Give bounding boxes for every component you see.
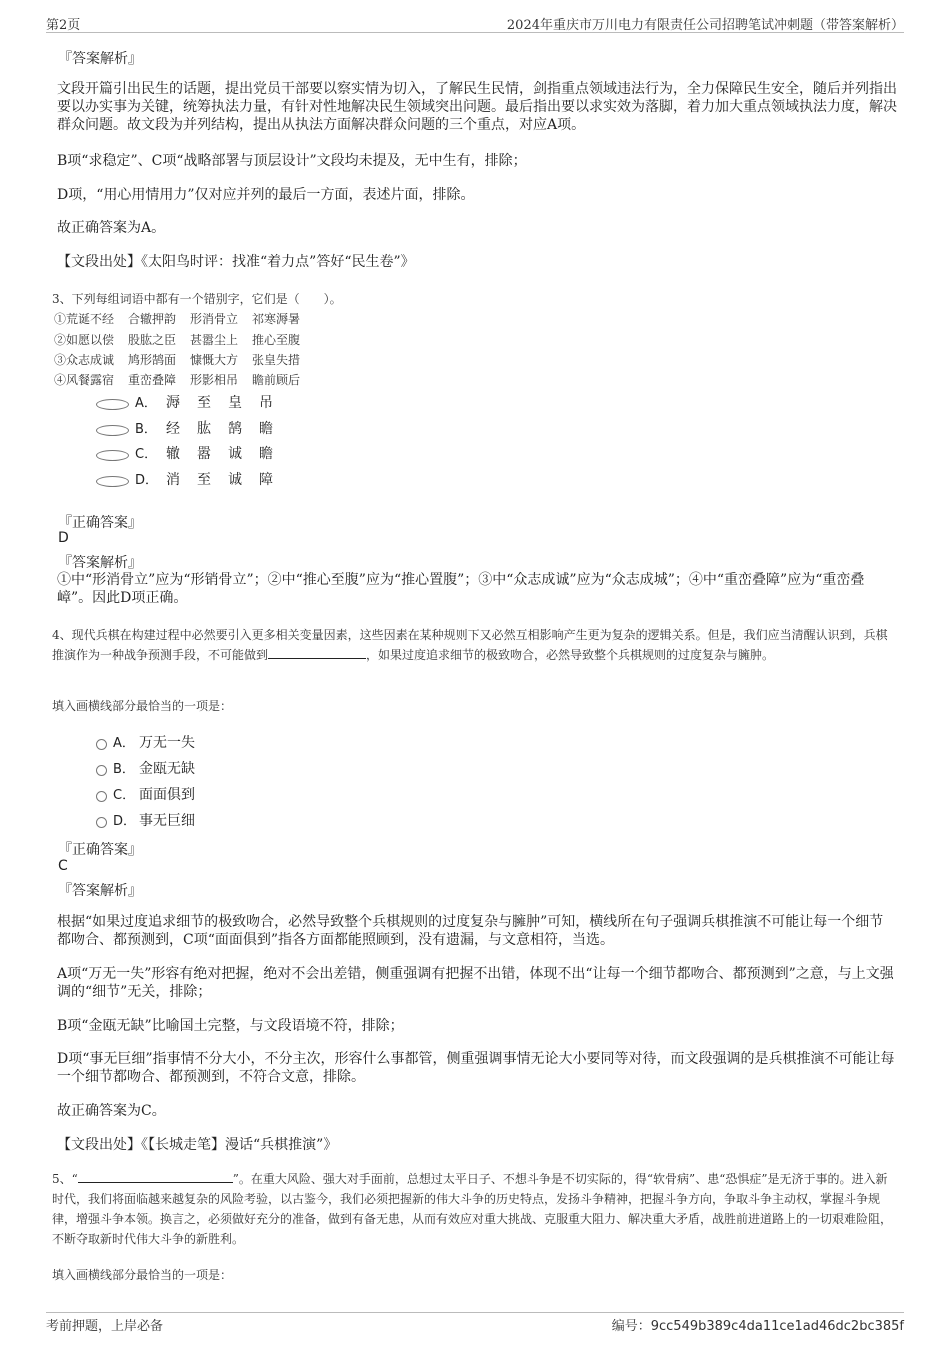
question-stem: 3、下列每组词语中都有一个错别字，它们是（ ）。 [52, 292, 342, 306]
analysis-paragraph: B项“求稳定”、C项“战略部署与顶层设计”文段均未提及，无中生有，排除； [57, 153, 527, 169]
radio-icon[interactable] [96, 425, 129, 436]
option-char: 吊 [259, 395, 273, 411]
radio-icon[interactable] [96, 399, 129, 410]
correct-answer-label: 『正确答案』 [58, 842, 142, 858]
option-char: 肱 [197, 421, 211, 437]
word-item: 重峦叠障 [128, 373, 177, 387]
option-text: 万无一失 [139, 735, 195, 751]
analysis-paragraph: 故正确答案为A。 [57, 220, 166, 236]
option-char: 诚 [228, 472, 242, 488]
option-c[interactable] [96, 785, 195, 805]
radio-icon[interactable] [96, 791, 107, 802]
question-stem [52, 1169, 897, 1249]
option-char: 障 [259, 472, 273, 488]
document-title: 2024年重庆市万川电力有限责任公司招聘笔试冲刺题（带答案解析） [506, 18, 904, 33]
fill-blank [268, 646, 366, 659]
word-group-row [54, 370, 314, 390]
option-letter: D． [135, 473, 159, 488]
fill-instruction: 填入画横线部分最恰当的一项是： [52, 1268, 233, 1282]
radio-icon[interactable] [96, 450, 129, 461]
option-char: 经 [166, 421, 180, 437]
stem-text: ”。在重大风险、强大对手面前，总想过太平日子、不想斗争是不切实际的，得“软骨病”、患“恐惧症”是无济于事的。进入新时代，我们将面临越来越复杂的风险考验，以古鉴今，我们必须把握新的伟大斗争的历史特点，发扬斗争精神，把握斗争方向，争取斗争主动权，掌握斗争规律，增强斗争本领。换言之，必须做好充分的准备，做到有备无患，从而有效应对重大挑战、克服重大阻力、解决重大矛盾，战胜前进道路上的一切艰难险阻，不断夺取新时代伟大斗争的新胜利。 [52, 1172, 893, 1246]
word-item: 形影相吊 [190, 373, 239, 387]
option-char: 至 [197, 472, 211, 488]
option-c[interactable] [96, 444, 290, 464]
fill-blank [78, 1170, 233, 1183]
correct-answer: C [58, 858, 68, 874]
word-item: 形消骨立 [190, 312, 239, 326]
option-char: 溽 [166, 395, 180, 411]
word-item: 张皇失措 [252, 353, 301, 367]
analysis-paragraph: 根据“如果过度追求细节的极致吻合，必然导致整个兵棋规则的过度复杂与臃肿”可知，横线所在句子强调兵棋推演不可能让每一个细节都吻合、都预测到，C项“面面俱到”指各方面都能照顾到，没有遗漏，与文意相符，当选。 [57, 914, 884, 948]
option-char: 皇 [228, 395, 242, 411]
page-number: 第2页 [46, 18, 81, 33]
fill-instruction: 填入画横线部分最恰当的一项是： [52, 699, 233, 713]
analysis-paragraph: 文段开篇引出民生的话题，提出党员干部要以察实情为切入，了解民生民情，剑指重点领域违法行为，全力保障民生安全，随后并列指出要以办实事为关键，统筹执法力量，有针对性地解决民生领域突出问题。最后指出要以求实效为落脚，着力加大重点领域执法力度，解决群众问题。故文段为并列结构，提出从执法方面解决群众问题的三个重点，对应A项。 [57, 81, 897, 133]
option-a[interactable] [96, 733, 195, 753]
word-item: ①荒诞不经 [54, 312, 115, 326]
analysis-paragraph: D项“事无巨细”指事情不分大小，不分主次，形容什么事都管，侧重强调事情无论大小要同等对待，而文段强调的是兵棋推演不可能让每一个细节都吻合、都预测到，不符合文意，排除。 [57, 1051, 895, 1085]
analysis-paragraph: B项“金瓯无缺”比喻国土完整，与文段语境不符，排除； [57, 1018, 404, 1034]
analysis-paragraph: ①中“形消骨立”应为“形销骨立”；②中“推心至腹”应为“推心置腹”；③中“众志成诚”应为“众志成城”；④中“重峦叠障”应为“重峦叠嶂”。因此D项正确。 [57, 572, 865, 606]
option-d[interactable] [96, 811, 195, 831]
radio-icon[interactable] [96, 476, 129, 487]
option-char: 瞻 [259, 446, 273, 462]
option-letter: D． [113, 814, 137, 829]
word-item: 股肱之臣 [128, 333, 177, 347]
word-group-row [54, 330, 314, 350]
option-char: 至 [197, 395, 211, 411]
code-label: 编号： [611, 1319, 651, 1334]
option-text: 事无巨细 [139, 813, 195, 829]
option-letter: A． [135, 396, 157, 411]
analysis-paragraph: 故正确答案为C。 [57, 1103, 166, 1119]
word-item: 慷慨大方 [190, 353, 239, 367]
radio-icon[interactable] [96, 765, 107, 776]
word-item: ③众志成诚 [54, 353, 115, 367]
word-item: 祁寒溽暑 [252, 312, 301, 326]
word-group-row [54, 350, 314, 370]
correct-answer: D [58, 530, 69, 546]
word-item: 瞻前顾后 [252, 373, 301, 387]
option-a[interactable] [96, 393, 290, 413]
source-citation: 【文段出处】《【长城走笔】漫话“兵棋推演”》 [57, 1137, 338, 1153]
word-group-row [54, 309, 314, 329]
option-text: 金瓯无缺 [139, 761, 195, 777]
option-letter: B． [113, 762, 135, 777]
option-letter: B． [135, 422, 157, 437]
word-item: ④风餐露宿 [54, 373, 115, 387]
footer-slogan: 考前押题，上岸必备 [46, 1319, 164, 1334]
code-value: 9cc549b389c4da11ce1ad46dc2bc385f [650, 1319, 904, 1334]
option-text: 面面俱到 [139, 787, 195, 803]
question-stem [52, 625, 897, 665]
stem-text: 4、现代兵棋在构建过程中必然要引入更多相关变量因素，这些因素在某种规则下又必然互相影响产生更为复杂的逻辑关系。但是，我们应当清醒认识到，兵棋推演作为一种战争预测手段，不可能做到 [52, 628, 888, 662]
word-item: 推心至腹 [252, 333, 301, 347]
analysis-label: 『答案解析』 [58, 883, 142, 899]
option-letter: C． [135, 447, 158, 462]
word-item: ②如愿以偿 [54, 333, 115, 347]
stem-text: ，如果过度追求细节的极致吻合，必然导致整个兵棋规则的过度复杂与臃肿。 [366, 648, 775, 662]
analysis-paragraph: A项“万无一失”形容有绝对把握，绝对不会出差错，侧重强调有把握不出错，体现不出“让每一个细节都吻合、都预测到”之意，与上文强调的“细节”无关，排除； [57, 966, 894, 1000]
document-code [612, 1315, 904, 1334]
word-item: 鸠形鹄面 [128, 353, 177, 367]
radio-icon[interactable] [96, 817, 107, 828]
option-char: 嚣 [197, 446, 211, 462]
correct-answer-label: 『正确答案』 [58, 515, 142, 531]
radio-icon[interactable] [96, 739, 107, 750]
analysis-paragraph: D项，“用心用情用力”仅对应并列的最后一方面，表述片面，排除。 [57, 187, 475, 203]
option-char: 鹄 [228, 421, 242, 437]
word-item: 合辙押韵 [128, 312, 177, 326]
word-item: 甚嚣尘上 [190, 333, 239, 347]
source-citation: 【文段出处】《太阳鸟时评：找准“着力点”答好“民生卷”》 [57, 254, 415, 270]
option-b[interactable] [96, 759, 195, 779]
analysis-label: 『答案解析』 [58, 51, 142, 67]
option-char: 消 [166, 472, 180, 488]
option-char: 辙 [166, 446, 180, 462]
option-letter: C． [113, 788, 136, 803]
option-d[interactable] [96, 470, 290, 490]
analysis-label: 『答案解析』 [58, 555, 142, 571]
stem-text: 5、“ [52, 1172, 78, 1186]
option-char: 诚 [228, 446, 242, 462]
option-letter: A． [113, 736, 135, 751]
option-b[interactable] [96, 419, 290, 439]
page-header [46, 12, 904, 33]
page-footer [46, 1312, 904, 1337]
option-char: 瞻 [259, 421, 273, 437]
